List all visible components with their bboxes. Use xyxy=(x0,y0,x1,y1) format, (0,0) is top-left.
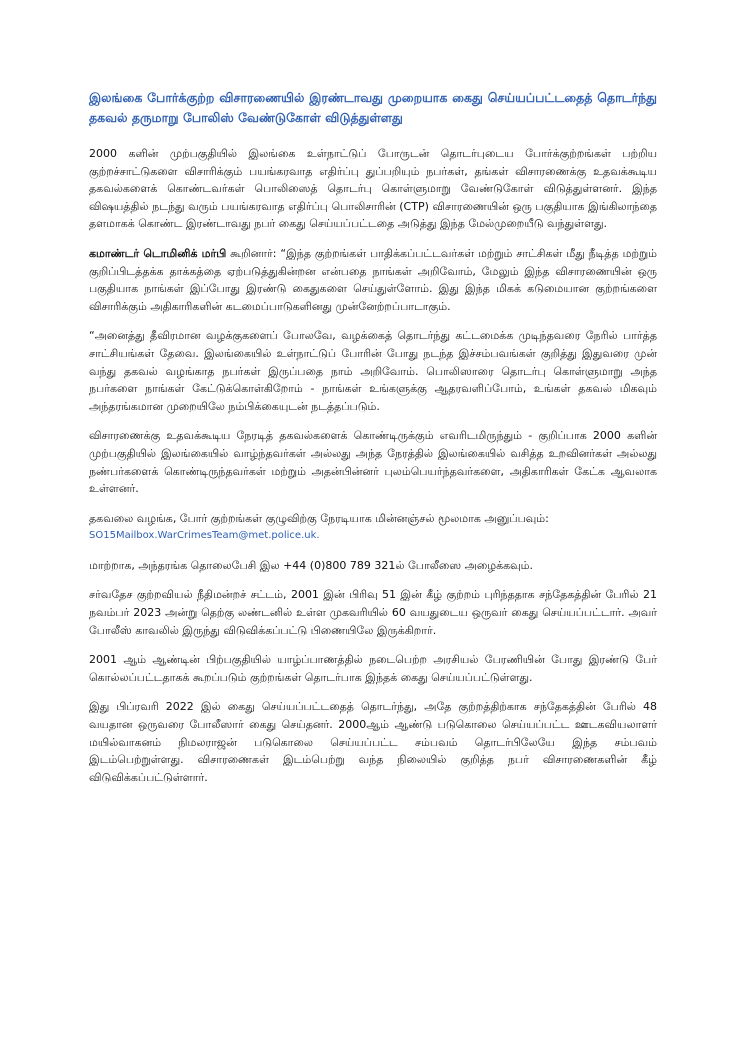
document-page xyxy=(89,88,657,798)
document-title: இலங்கை போர்க்குற்ற விசாரணையில் இரண்டாவது முறையாக கைது செய்யப்பட்டதைத் தொடர்ந்து தகவல் தருமாறு போலிஸ் வேண்டுகோள் விடுத்துள்ளது xyxy=(89,90,657,125)
paragraph-arrest-details: சர்வதேச குற்றவியல் நீதிமன்றச் சட்டம், 2001 இன் பிரிவு 51 இன் கீழ் குற்றம் புரிந்ததாக சந்தேகத்தின் பேரில் 21 நவம்பர் 2023 அன்று தெற்கு லண்டனில் உள்ள முகவரியில் 60 வயதுடைய ஒருவர் கைது செய்யப்பட்டார். அவர் போலீஸ் காவலில் இருந்து விடுவிக்கப்பட்டு பிணையிலே இருக்கிறார். xyxy=(89,588,657,637)
quote-text: கூறினார்: “இந்த குற்றங்கள் பாதிக்கப்பட்டவர்கள் மற்றும் சாட்சிகள் மீது நீடித்த மற்றும் குறிப்பிடத்தக்க தாக்கத்தை ஏற்படுத்துகின்றன என்பதை நாங்கள் அறிவோம், மேலும் இந்த விசாரணையின் ஒரு பகுதியாக நாங்கள் இப்போது இரண்டு கைதுகளை செய்துள்ளோம். இது இந்த மிகக் கடுமையான குற்றங்களை விசாரிக்கும் அதிகாரிகளின் கடமைப்பாடுகளினது முன்னேற்றப்பாடாகும். xyxy=(89,246,657,313)
email-instruction: தகவலை வழங்க, போர் குற்றங்கள் குழுவிற்கு நேரடியாக மின்னஞ்சல் மூலமாக அனுப்பவும்: xyxy=(89,511,549,525)
paragraph-witness-appeal: “அனைத்து தீவிரமான வழக்குகளைப் போலவே, வழக்கைத் தொடர்ந்து கட்டமைக்க முடிந்தவரை நேரில் பார்த்த சாட்சியங்கள் தேவை. இலங்கையில் உள்நாட்டுப் போரின் போது நடந்த இச்சம்பவங்கள் குறித்து இதுவரை முன் வந்து தகவல் வழங்காத நபர்கள் இருப்பதை நாம் அறிவோம். பொலிஸாரை தொடர்பு கொள்ளுமாறு அந்த நபர்களை நாங்கள் கேட்டுக்கொள்கிறோம் - நாங்கள் உங்களுக்கு ஆதரவளிப்போம், உங்கள் தகவல் மிகவும் அந்தரங்கமான முறையிலே நம்பிக்கையுடன் நடத்தப்படும். xyxy=(89,329,657,413)
paragraph-phone-contact: மாற்றாக, அந்தரங்க தொலைபேசி இல +44 (0)800 789 321ல் போலீஸை அழைக்கவும். xyxy=(89,558,534,572)
paragraph-information-request: விசாரணைக்கு உதவக்கூடிய நேரடித் தகவல்களைக் கொண்டிருக்கும் எவரிடமிருந்தும் - குறிப்பாக 2000 களின் முற்பகுதியில் இலங்கையில் வாழ்ந்தவர்கள் அல்லது அந்த நேரத்தில் இலங்கையில் வசித்த உறவினர்கள் அல்லது நண்பர்களைக் கொண்டிருந்தவர்கள் மற்றும் அதன்பின்னர் புலம்பெயர்ந்தவர்களை, அதிகாரிகள் கேட்க ஆவலாக உள்ளனர். xyxy=(89,429,657,496)
paragraph-previous-arrest: இது பிப்ரவரி 2022 இல் கைது செய்யப்பட்டதைத் தொடர்ந்து, அதே குற்றத்திற்காக சந்தேகத்தின் பேரில் 48 வயதான ஒருவரை போலீஸார் கைது செய்தனர். 2000ஆம் ஆண்டு படுகொலை செய்யப்பட்ட ஊடகவியலாளர் மயில்வாகனம் நிமலராஜன் படுகொலை செய்யப்பட்ட சம்பவம் தொடர்பிலேயே இந்த சம்பவம் இடம்பெற்றுள்ளது. விசாரணைகள் இடம்பெற்று வந்த நிலையில் குறித்த நபர் விசாரணைகளின் கீழ் விடுவிக்கப்பட்டுள்ளார். xyxy=(89,700,657,784)
paragraph-email-contact xyxy=(89,510,657,545)
email-link[interactable]: SO15Mailbox.WarCrimesTeam@met.police.uk. xyxy=(89,530,320,542)
speaker-name: கமாண்டர் டொமினிக் மர்பி xyxy=(89,246,227,260)
paragraph-commander-quote xyxy=(89,245,657,315)
paragraph-intro: 2000 களின் முற்பகுதியில் இலங்கை உள்நாட்டுப் போருடன் தொடர்புடைய போர்க்குற்றங்கள் பற்றிய குற்றச்சாட்டுகளை விசாரிக்கும் பயங்கரவாத எதிர்ப்பு துப்பறியும் நபர்கள், தங்கள் விசாரணைக்கு உதவக்கூடிய தகவல்களைக் கொண்டவர்கள் பொலிஸைத் தொடர்பு கொள்ளுமாறு வேண்டுகோள் விடுத்துள்ளனர். இந்த விஷயத்தில் நடந்து வரும் பயங்கரவாத எதிர்ப்பு பொலிசாரின் (CTP) விசாரணையின் ஒரு பகுதியாக இங்கிலாந்தை தளமாகக் கொண்ட இரண்டாவது நபர் கைது செய்யப்பட்டதை அடுத்து இந்த மேல்முறையீடு வந்துள்ளது. xyxy=(89,147,657,231)
paragraph-arrest-context: 2001 ஆம் ஆண்டின் பிற்பகுதியில் யாழ்ப்பாணத்தில் நடைபெற்ற அரசியல் பேரணியின் போது இரண்டு பேர் கொல்லப்பட்டதாகக் கூறப்படும் குற்றங்கள் தொடர்பாக இந்தக் கைது செய்யப்பட்டுள்ளது. xyxy=(89,653,657,684)
